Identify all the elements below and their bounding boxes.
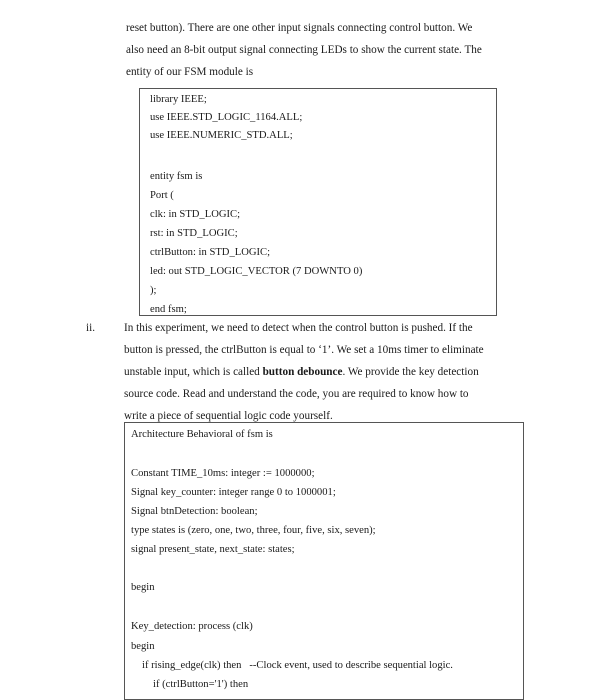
code-line: Key_detection: process (clk) — [131, 621, 253, 632]
code-line: type states is (zero, one, two, three, four, five, six, seven); — [131, 525, 376, 536]
code-line: Signal key_counter: integer range 0 to 1000001; — [131, 487, 336, 498]
paragraph-line: write a piece of sequential logic code yourself. — [124, 410, 333, 422]
code-line: use IEEE.STD_LOGIC_1164.ALL; — [150, 112, 303, 123]
paragraph-line: source code. Read and understand the code, you are required to know how to — [124, 388, 469, 400]
code-line: ctrlButton: in STD_LOGIC; — [150, 247, 271, 258]
text-run: . We provide the key detection — [342, 366, 479, 378]
code-line: begin — [131, 641, 155, 652]
paragraph-line: button is pressed, the ctrlButton is equal to ‘1’. We set a 10ms timer to eliminate — [124, 344, 484, 356]
paragraph-line: In this experiment, we need to detect when the control button is pushed. If the — [124, 322, 473, 334]
code-line: Constant TIME_10ms: integer := 1000000; — [131, 468, 315, 479]
code-line: begin — [131, 582, 155, 593]
code-line: use IEEE.NUMERIC_STD.ALL; — [150, 130, 293, 141]
code-line: rst: in STD_LOGIC; — [150, 228, 238, 239]
code-line: signal present_state, next_state: states; — [131, 544, 295, 555]
code-line: end fsm; — [150, 304, 187, 315]
bold-term: button debounce — [262, 366, 343, 378]
code-line: if rising_edge(clk) then --Clock event, used to describe sequential logic. — [142, 660, 453, 671]
text-run: unstable input, which is called — [124, 366, 263, 378]
intro-line: also need an 8-bit output signal connecting LEDs to show the current state. The — [126, 44, 482, 56]
code-line: Port ( — [150, 190, 174, 201]
code-line: if (ctrlButton='1') then — [153, 679, 249, 690]
code-line: led: out STD_LOGIC_VECTOR (7 DOWNTO 0) — [150, 266, 363, 277]
paragraph-line — [124, 362, 479, 382]
intro-line: reset button). There are one other input signals connecting control button. We — [126, 22, 473, 34]
code-line: Architecture Behavioral of fsm is — [131, 429, 273, 440]
intro-line: entity of our FSM module is — [126, 66, 254, 78]
list-marker: ii. — [86, 322, 96, 334]
code-line: Signal btnDetection: boolean; — [131, 506, 258, 517]
code-line: entity fsm is — [150, 171, 203, 182]
code-line: ); — [150, 285, 157, 296]
code-line: library IEEE; — [150, 94, 207, 105]
code-line: clk: in STD_LOGIC; — [150, 209, 241, 220]
